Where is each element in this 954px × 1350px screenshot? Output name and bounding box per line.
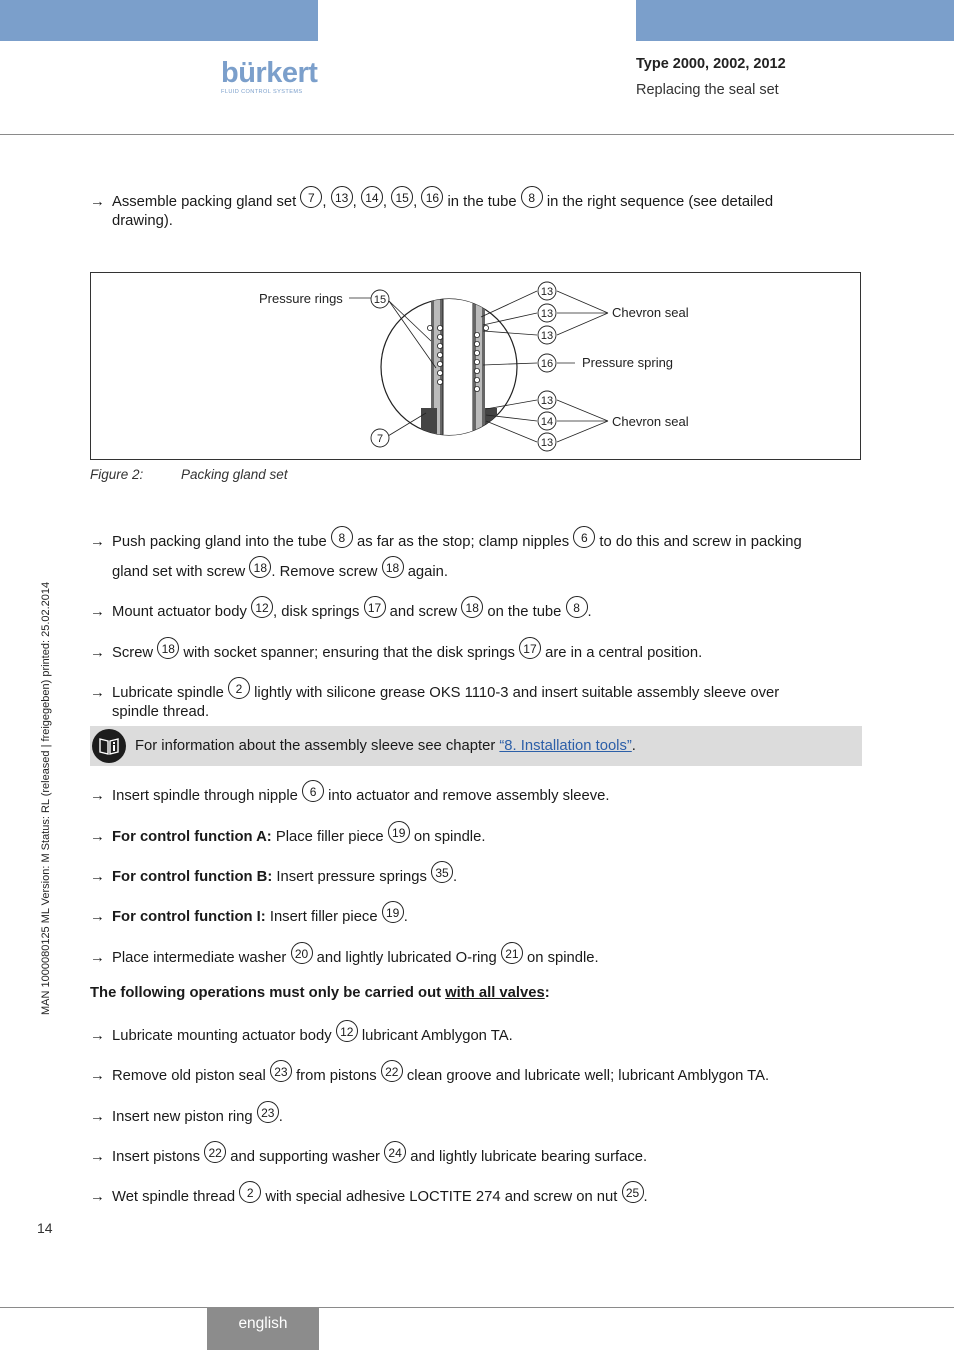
figure-caption-title: Packing gland set xyxy=(181,467,288,482)
item-number: 6 xyxy=(302,780,324,802)
brand-logo xyxy=(221,58,319,95)
installation-tools-link[interactable]: “8. Installation tools” xyxy=(499,738,632,754)
arrow-icon: → xyxy=(90,950,105,966)
instruction-step: → For control function B: Insert pressure springs 35 . xyxy=(90,861,850,887)
instruction-step: → For control function A: Place filler piece 19 on spindle. xyxy=(90,821,850,847)
figure-caption xyxy=(90,467,288,482)
item-number: 21 xyxy=(501,942,523,964)
item-number: 22 xyxy=(381,1060,403,1082)
label-pressure-spring: Pressure spring xyxy=(582,355,674,370)
arrow-icon: → xyxy=(90,1109,105,1125)
arrow-icon: → xyxy=(90,909,105,925)
item-number: 12 xyxy=(336,1020,358,1042)
item-number: 19 xyxy=(388,821,410,843)
instruction-step: → Insert pistons 22 and supporting washer 24 and lightly lubricate bearing surface. xyxy=(90,1141,850,1167)
item-number: 22 xyxy=(204,1141,226,1163)
instruction-step: → Lubricate mounting actuator body 12 lubricant Amblygon TA. xyxy=(90,1020,850,1046)
section-title: Replacing the seal set xyxy=(636,82,779,98)
item-number: 25 xyxy=(622,1181,644,1203)
packing-gland-figure xyxy=(90,272,861,460)
arrow-icon: → xyxy=(90,788,105,804)
instruction-step: → Insert new piston ring 23 . xyxy=(90,1101,850,1127)
item-number: 17 xyxy=(519,637,541,659)
instruction-step: → Insert spindle through nipple 6 into actuator and remove assembly sleeve. xyxy=(90,780,850,806)
instruction-step: → Wet spindle thread 2 with special adhesive LOCTITE 274 and screw on nut 25 . xyxy=(90,1181,850,1207)
arrow-icon: → xyxy=(90,534,105,550)
callout-15: 15 xyxy=(373,294,387,306)
instruction-step: → Assemble packing gland set 7 , 13 , 14 , 15 , 16 in the tube 8 in the right sequence (see detailed drawing). xyxy=(90,186,850,231)
brand-tagline: FLUID CONTROL SYSTEMS xyxy=(221,89,303,95)
arrow-icon: → xyxy=(90,1189,105,1205)
instruction-step: → Place intermediate washer 20 and lightly lubricated O-ring 21 on spindle. xyxy=(90,942,850,968)
item-number: 14 xyxy=(361,186,383,208)
instruction-step: → Lubricate spindle 2 lightly with silicone grease OKS 1110-3 and insert suitable assembly sleeve over spindle thread. xyxy=(90,677,850,722)
callout-13: 13 xyxy=(540,437,554,449)
label-chevron-seal-top: Chevron seal xyxy=(612,305,689,320)
brand-wordmark: bürkert xyxy=(221,57,318,89)
item-number: 19 xyxy=(382,901,404,923)
header-bar-left xyxy=(0,0,318,41)
instruction-step: → Screw 18 with socket spanner; ensuring that the disk springs 17 are in a central position. xyxy=(90,637,850,663)
arrow-icon: → xyxy=(90,869,105,885)
info-note: For information about the assembly sleeve see chapter “8. Installation tools”. xyxy=(90,726,862,766)
arrow-icon: → xyxy=(90,194,105,210)
item-number: 35 xyxy=(431,861,453,883)
arrow-icon: → xyxy=(90,645,105,661)
document-type: Type 2000, 2002, 2012 xyxy=(636,56,786,72)
document-status-sidebar: MAN 1000080125 ML Version: M Status: RL (released | freigegeben) printed: 25.02.2014 xyxy=(40,581,52,1015)
item-number: 18 xyxy=(249,556,271,578)
figure-caption-label: Figure 2: xyxy=(90,467,144,482)
callout-13: 13 xyxy=(540,308,554,320)
callout-14: 14 xyxy=(540,416,554,428)
item-number: 8 xyxy=(566,596,588,618)
item-number: 20 xyxy=(291,942,313,964)
instruction-step: → Push packing gland into the tube 8 as far as the stop; clamp nipples 6 to do this and screw in packing gland set with screw 18 . Remove screw 18 again. xyxy=(90,526,850,586)
item-number: 16 xyxy=(421,186,443,208)
note-text: For information about the assembly sleeve see chapter xyxy=(135,738,496,754)
item-number: 2 xyxy=(228,677,250,699)
item-number: 8 xyxy=(521,186,543,208)
item-number: 18 xyxy=(157,637,179,659)
item-number: 7 xyxy=(300,186,322,208)
item-number: 13 xyxy=(331,186,353,208)
item-number: 2 xyxy=(239,1181,261,1203)
item-number: 23 xyxy=(257,1101,279,1123)
arrow-icon: → xyxy=(90,604,105,620)
callout-13: 13 xyxy=(540,395,554,407)
item-number: 12 xyxy=(251,596,273,618)
instruction-step: → Mount actuator body 12 , disk springs 17 and screw 18 on the tube 8 . xyxy=(90,596,850,622)
item-number: 18 xyxy=(382,556,404,578)
arrow-icon: → xyxy=(90,1028,105,1044)
callout-13: 13 xyxy=(540,330,554,342)
all-valves-heading: The following operations must only be carried out with all valves: xyxy=(90,985,550,1001)
item-number: 23 xyxy=(270,1060,292,1082)
arrow-icon: → xyxy=(90,829,105,845)
item-number: 18 xyxy=(461,596,483,618)
language-tab: english xyxy=(207,1307,319,1350)
arrow-icon: → xyxy=(90,1068,105,1084)
item-number: 15 xyxy=(391,186,413,208)
callout-7: 7 xyxy=(376,433,384,445)
label-pressure-rings: Pressure rings xyxy=(259,291,343,306)
item-number: 8 xyxy=(331,526,353,548)
footer-divider xyxy=(0,1307,954,1308)
instruction-step: → Remove old piston seal 23 from pistons 22 clean groove and lubricate well; lubricant Amblygon TA. xyxy=(90,1060,850,1086)
instruction-step: → For control function I: Insert filler piece 19 . xyxy=(90,901,850,927)
label-chevron-seal-bottom: Chevron seal xyxy=(612,414,689,429)
arrow-icon: → xyxy=(90,685,105,701)
callout-16: 16 xyxy=(540,358,554,370)
item-number: 6 xyxy=(573,526,595,548)
header-bar-right xyxy=(636,0,954,41)
header-divider xyxy=(0,134,954,135)
arrow-icon: → xyxy=(90,1149,105,1165)
packing-gland-drawing xyxy=(91,273,860,459)
manual-info-icon xyxy=(92,729,126,763)
callout-13: 13 xyxy=(540,286,554,298)
item-number: 17 xyxy=(364,596,386,618)
page-number: 14 xyxy=(37,1220,53,1236)
item-number: 24 xyxy=(384,1141,406,1163)
